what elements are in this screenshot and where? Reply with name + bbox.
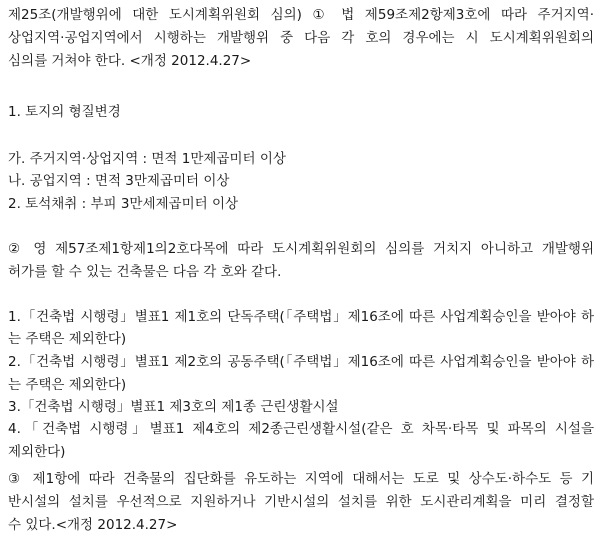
paragraph-3-line-2: 반시설의 설치를 우선적으로 지원하거나 기반시설의 설치를 위한 도시관리계획을 미리 결정할 <box>8 494 594 510</box>
subitem-ga: 가. 주거지역·상업지역 : 면적 1만제곱미터 이상 <box>8 151 286 167</box>
list-item-1-line-1: 1.「건축법 시행령」별표1 제1호의 단독주택(「주택법」제16조에 따른 사업계획승인을 받아야 하 <box>8 309 594 325</box>
list-item-3: 3.「건축법 시행령」별표1 제3호의 제1종 근린생활시설 <box>8 399 339 415</box>
paragraph-3-line-1: ③ 제1항에 따라 건축물의 집단화를 유도하는 지역에 대해서는 도로 및 상수도·하수도 등 기 <box>8 471 594 487</box>
item-1-heading: 1. 토지의 형질변경 <box>8 104 121 120</box>
list-item-4-line-2: 제외한다) <box>8 444 66 460</box>
paragraph-1-line-2: 상업지역·공업지역에서 시행하는 개발행위 중 다음 각 호의 경우에는 시 도시계획위원회의 <box>8 30 594 46</box>
article-heading-line: 제25조(개발행위에 대한 도시계획위원회 심의) ① 법 제59조제2항제3호에 따라 주거지역· <box>8 7 594 23</box>
list-item-4-line-1: 4.「건축법 시행령」별표1 제4호의 제2종근린생활시설(같은 호 차목·타목 및 파목의 시설을 <box>8 421 594 437</box>
subitem-na: 나. 공업지역 : 면적 3만제곱미터 이상 <box>8 173 230 189</box>
paragraph-2-line-1: ② 영 제57조제1항제1의2호다목에 따라 도시계획위원회의 심의를 거치지 아니하고 개발행위 <box>8 241 594 257</box>
item-2: 2. 토석채취 : 부피 3만세제곱미터 이상 <box>8 196 239 212</box>
paragraph-2-line-2: 허가를 할 수 있는 건축물은 다음 각 호와 같다. <box>8 264 282 280</box>
list-item-1-line-2: 는 주택은 제외한다) <box>8 331 127 347</box>
list-item-2-line-1: 2.「건축법 시행령」별표1 제2호의 공동주택(「주택법」제16조에 따른 사업계획승인을 받아야 하 <box>8 354 594 370</box>
paragraph-3-line-3: 수 있다.<개정 2012.4.27> <box>8 517 178 533</box>
list-item-2-line-2: 는 주택은 제외한다) <box>8 377 127 393</box>
paragraph-1-line-3: 심의를 거쳐야 한다. <개정 2012.4.27> <box>8 53 252 69</box>
